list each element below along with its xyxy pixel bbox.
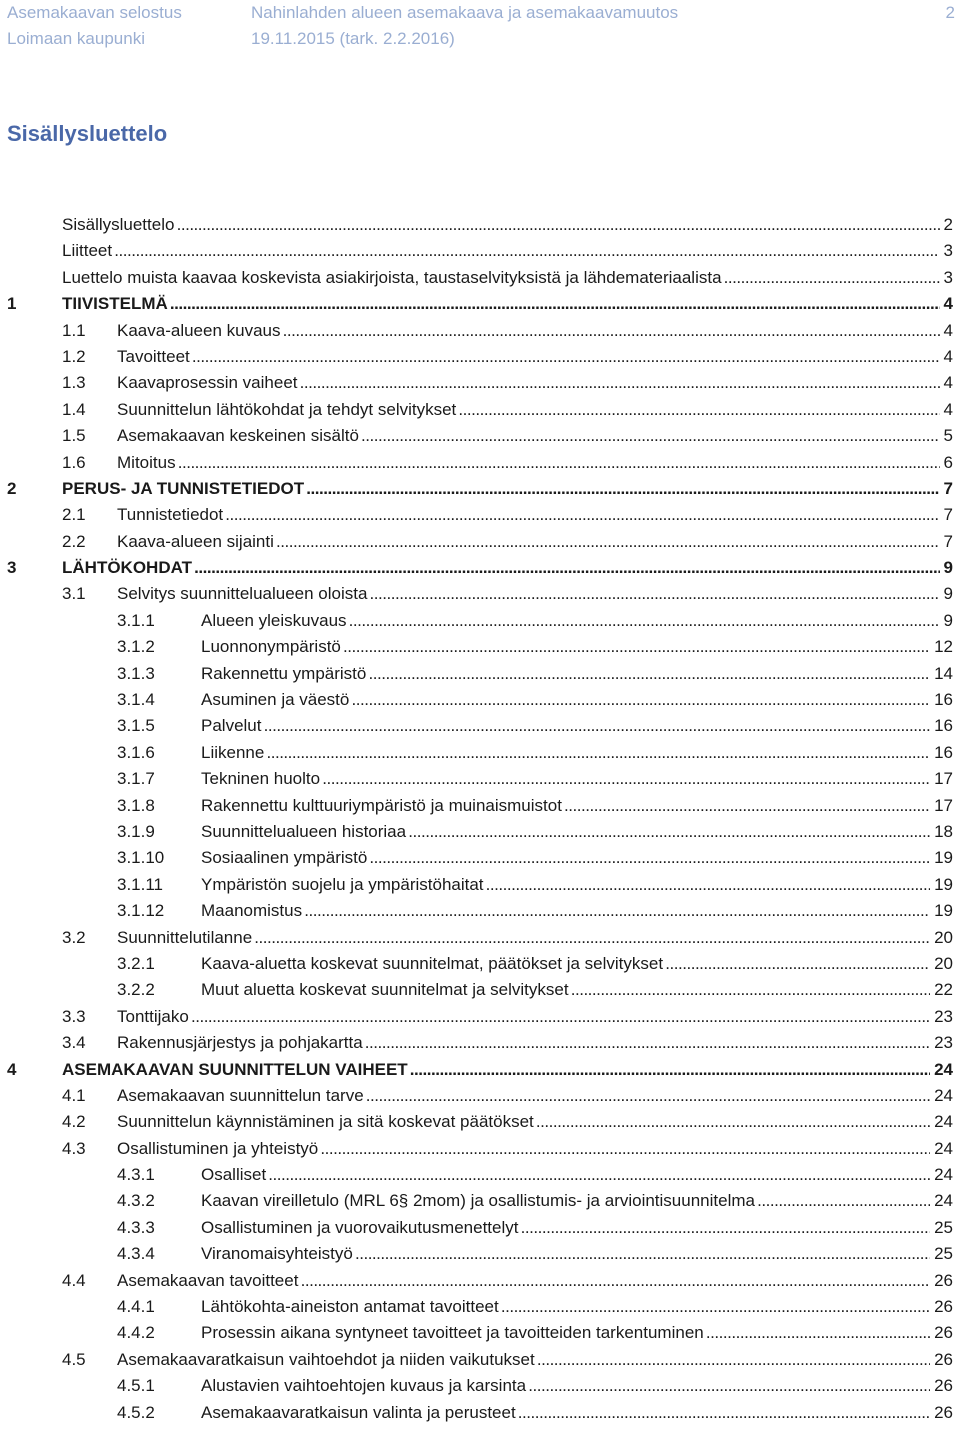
toc-entry-title: Rakennusjärjestys ja pohjakartta . . . xyxy=(7,1030,930,1056)
toc-entry[interactable] xyxy=(7,318,953,344)
toc-entry[interactable] xyxy=(7,661,953,687)
toc-entry-number: 1.2 xyxy=(62,346,86,366)
toc-entry[interactable] xyxy=(7,1294,953,1320)
toc-entry-number: 3.4 xyxy=(62,1033,86,1053)
toc-entry-title: Tunnistetiedot . . . xyxy=(7,502,940,528)
toc-entry-page: 4 xyxy=(943,346,953,366)
toc-entry[interactable] xyxy=(7,1268,953,1294)
toc-entry-title: Luettelo muista kaavaa koskevista asiakirjoista, taustaselvityksistä ja lähdemateriaalista . . . xyxy=(7,265,940,291)
toc-entry-number: 4.4.1 xyxy=(117,1297,155,1317)
toc-entry-title: Asemakaavan suunnittelun tarve . . . xyxy=(7,1083,930,1109)
toc-entry-title: Asemakaavaratkaisun valinta ja perusteet . . . xyxy=(7,1400,930,1426)
toc-entry-page: 25 xyxy=(934,1244,953,1264)
toc-entry-page: 26 xyxy=(934,1376,953,1396)
toc-entry-title: Selvitys suunnittelualueen oloista . . . xyxy=(7,581,940,607)
toc-entry[interactable] xyxy=(7,1241,953,1267)
toc-entry-number: 2 xyxy=(7,478,17,498)
toc-entry-page: 19 xyxy=(934,901,953,921)
toc-entry-page: 20 xyxy=(934,927,953,947)
toc-entry-number: 1.5 xyxy=(62,426,86,446)
document-type: Asemakaavan selostus xyxy=(7,3,182,22)
toc-entry-number: 3.2 xyxy=(62,927,86,947)
toc-entry-page: 6 xyxy=(943,452,953,472)
toc-entry[interactable] xyxy=(7,793,953,819)
toc-entry-page: 12 xyxy=(934,637,953,657)
toc-entry-page: 26 xyxy=(934,1349,953,1369)
toc-entry-number: 1.4 xyxy=(62,399,86,419)
municipality: Loimaan kaupunki xyxy=(7,29,145,48)
toc-entry-title: Kaava-aluetta koskevat suunnitelmat, päätökset ja selvitykset . . . xyxy=(7,951,930,977)
toc-entry-number: 2.1 xyxy=(62,505,86,525)
toc-entry-number: 3.1.8 xyxy=(117,795,155,815)
toc-entry-page: 22 xyxy=(934,980,953,1000)
toc-entry-number: 3.1.10 xyxy=(117,848,165,868)
toc-entry[interactable] xyxy=(7,740,953,766)
toc-entry-title: Suunnittelun lähtökohdat ja tehdyt selvitykset . . . xyxy=(7,397,940,423)
toc-entry[interactable] xyxy=(7,898,953,924)
toc-entry-page: 4 xyxy=(943,399,953,419)
toc-entry[interactable] xyxy=(7,687,953,713)
toc-entry-page: 24 xyxy=(934,1085,953,1105)
toc-entry[interactable] xyxy=(7,872,953,898)
page-number: 2 xyxy=(945,3,955,22)
toc-entry-number: 4.3.3 xyxy=(117,1217,155,1237)
toc-entry-title: Alustavien vaihtoehtojen kuvaus ja karsinta . . . xyxy=(7,1373,930,1399)
toc-entry-title: Suunnittelutilanne . . . xyxy=(7,925,930,951)
toc-entry-title: Alueen yleiskuvaus . . . xyxy=(7,608,940,634)
toc-entry-number: 4.2 xyxy=(62,1112,86,1132)
toc-entry-title: Liitteet . . . xyxy=(7,238,940,264)
toc-entry-page: 18 xyxy=(934,821,953,841)
toc-entry-number: 3.1.11 xyxy=(117,874,164,894)
toc-entry-title: Kaava-alueen kuvaus . . . xyxy=(7,318,940,344)
toc-entry[interactable] xyxy=(7,344,953,370)
toc-entry[interactable] xyxy=(7,1347,953,1373)
toc-entry-title: Osalliset . . . xyxy=(7,1162,930,1188)
toc-entry[interactable] xyxy=(7,1320,953,1346)
page-title: Sisällysluettelo xyxy=(7,121,168,146)
toc-entry-page: 25 xyxy=(934,1217,953,1237)
toc-entry-page: 7 xyxy=(943,478,953,498)
toc-entry-number: 4.4.2 xyxy=(117,1323,155,1343)
toc-entry-page: 7 xyxy=(943,531,953,551)
toc-entry-title: Tonttijako . . . xyxy=(7,1004,930,1030)
toc-entry-number: 3.1.1 xyxy=(117,610,155,630)
toc-entry-page: 7 xyxy=(943,505,953,525)
toc-entry-page: 9 xyxy=(943,584,953,604)
toc-entry-title: Muut aluetta koskevat suunnitelmat ja selvitykset . . . xyxy=(7,977,930,1003)
toc-entry[interactable] xyxy=(7,265,953,291)
toc-entry-title: Luonnonympäristö . . . xyxy=(7,634,930,660)
toc-entry-title: PERUS- JA TUNNISTETIEDOT . . . xyxy=(7,476,940,502)
toc-entry-page: 3 xyxy=(943,267,953,287)
toc-entry-page: 26 xyxy=(934,1270,953,1290)
toc-entry-page: 24 xyxy=(934,1165,953,1185)
toc-entry-number: 4.5 xyxy=(62,1349,86,1369)
toc-entry[interactable] xyxy=(7,450,953,476)
toc-entry-page: 24 xyxy=(934,1138,953,1158)
toc-entry-page: 24 xyxy=(934,1059,953,1079)
toc-entry[interactable] xyxy=(7,1162,953,1188)
document-date: 19.11.2015 (tark. 2.2.2016) xyxy=(251,29,455,48)
toc-entry-title: Suunnittelualueen historiaa . . . xyxy=(7,819,930,845)
toc-entry-number: 3.1.2 xyxy=(117,637,155,657)
toc-entry-title: Kaavaprosessin vaiheet . . . xyxy=(7,370,940,396)
toc-entry[interactable] xyxy=(7,291,953,317)
toc-entry[interactable] xyxy=(7,1004,953,1030)
toc-entry-number: 3.1 xyxy=(62,584,86,604)
toc-entry[interactable] xyxy=(7,608,953,634)
toc-entry-number: 1 xyxy=(7,294,17,314)
toc-entry[interactable] xyxy=(7,1373,953,1399)
toc-entry-title: Ympäristön suojelu ja ympäristöhaitat . . . xyxy=(7,872,930,898)
toc-entry-page: 26 xyxy=(934,1402,953,1422)
toc-entry-number: 4.3.2 xyxy=(117,1191,155,1211)
toc-entry-page: 23 xyxy=(934,1006,953,1026)
toc-entry[interactable] xyxy=(7,634,953,660)
toc-entry-number: 3.2.2 xyxy=(117,980,155,1000)
toc-entry-page: 5 xyxy=(943,426,953,446)
toc-entry-number: 3.1.5 xyxy=(117,716,155,736)
toc-entry-title: Rakennettu ympäristö . . . xyxy=(7,661,930,687)
toc-entry-title: Mitoitus . . . xyxy=(7,450,940,476)
toc-entry-page: 17 xyxy=(934,795,953,815)
toc-entry-page: 9 xyxy=(943,610,953,630)
header-row-1 xyxy=(7,0,955,26)
toc-entry[interactable] xyxy=(7,1057,953,1083)
toc-entry-title: Maanomistus . . . xyxy=(7,898,930,924)
toc-entry-number: 4.3.4 xyxy=(117,1244,155,1264)
toc-entry-page: 16 xyxy=(934,742,953,762)
toc-entry-number: 4.5.2 xyxy=(117,1402,155,1422)
toc-entry-title: Lähtökohta-aineiston antamat tavoitteet . . . xyxy=(7,1294,930,1320)
toc-entry-number: 3.1.12 xyxy=(117,901,165,921)
toc-entry-title: Sosiaalinen ympäristö . . . xyxy=(7,845,930,871)
toc-entry-number: 1.6 xyxy=(62,452,86,472)
toc-entry-number: 4.4 xyxy=(62,1270,86,1290)
toc-entry-title: ASEMAKAAVAN SUUNNITTELUN VAIHEET . . . xyxy=(7,1057,930,1083)
toc-entry[interactable] xyxy=(7,555,953,581)
toc-entry-page: 9 xyxy=(943,558,953,578)
toc-entry-page: 26 xyxy=(934,1323,953,1343)
toc-entry-title: Kaava-alueen sijainti . . . xyxy=(7,529,940,555)
toc-entry[interactable] xyxy=(7,476,953,502)
toc-entry-number: 4.5.1 xyxy=(117,1376,155,1396)
document-title: Nahinlahden alueen asemakaava ja asemakaavamuutos xyxy=(251,3,679,22)
toc-entry-page: 3 xyxy=(943,241,953,261)
toc-entry[interactable] xyxy=(7,766,953,792)
toc-entry[interactable] xyxy=(7,1109,953,1135)
toc-entry-title: Palvelut . . . xyxy=(7,713,930,739)
toc-entry-number: 3.1.6 xyxy=(117,742,155,762)
toc-entry-number: 4 xyxy=(7,1059,17,1079)
toc-entry-title: Viranomaisyhteistyö . . . xyxy=(7,1241,930,1267)
toc-entry[interactable] xyxy=(7,1188,953,1214)
toc-entry-title: Suunnittelun käynnistäminen ja sitä koskevat päätökset . . . xyxy=(7,1109,930,1135)
toc-entry-number: 3.2.1 xyxy=(117,953,155,973)
toc-entry[interactable] xyxy=(7,581,953,607)
toc-entry-title: Kaavan vireilletulo (MRL 6§ 2mom) ja osallistumis- ja arviointisuunnitelma . . . xyxy=(7,1188,930,1214)
toc-entry-title: Asemakaavan tavoitteet . . . xyxy=(7,1268,930,1294)
toc-entry-title: TIIVISTELMÄ . . . xyxy=(7,291,940,317)
toc-entry-page: 14 xyxy=(934,663,953,683)
toc-entry-page: 4 xyxy=(943,320,953,340)
toc-entry[interactable] xyxy=(7,977,953,1003)
toc-entry-title: LÄHTÖKOHDAT . . . xyxy=(7,555,940,581)
toc-entry-page: 23 xyxy=(934,1033,953,1053)
toc-entry-title: Prosessin aikana syntyneet tavoitteet ja tavoitteiden tarkentuminen . . . xyxy=(7,1320,930,1346)
toc-entry[interactable] xyxy=(7,1400,953,1426)
toc-entry[interactable] xyxy=(7,212,953,238)
toc-entry[interactable] xyxy=(7,713,953,739)
toc-entry-title: Osallistuminen ja yhteistyö . . . xyxy=(7,1136,930,1162)
toc-entry-number: 3.1.4 xyxy=(117,690,155,710)
toc-entry-page: 26 xyxy=(934,1297,953,1317)
toc-entry[interactable] xyxy=(7,951,953,977)
toc-entry[interactable] xyxy=(7,397,953,423)
toc-entry-page: 17 xyxy=(934,769,953,789)
toc-entry-number: 3.1.7 xyxy=(117,769,155,789)
toc-entry-title: Tekninen huolto . . . xyxy=(7,766,930,792)
toc-entry-title: Osallistuminen ja vuorovaikutusmenettelyt . . . xyxy=(7,1215,930,1241)
toc-entry-number: 4.3.1 xyxy=(117,1165,155,1185)
toc-entry-number: 4.1 xyxy=(62,1085,86,1105)
toc-entry-page: 19 xyxy=(934,874,953,894)
toc-entry-page: 16 xyxy=(934,716,953,736)
toc-entry-number: 2.2 xyxy=(62,531,86,551)
toc-entry-number: 4.3 xyxy=(62,1138,86,1158)
toc-entry-page: 24 xyxy=(934,1191,953,1211)
toc-entry-page: 19 xyxy=(934,848,953,868)
toc-entry-number: 3.3 xyxy=(62,1006,86,1026)
header-row-2 xyxy=(7,26,955,52)
toc-entry[interactable] xyxy=(7,238,953,264)
toc-entry-title: Sisällysluettelo . . . xyxy=(7,212,940,238)
toc-entry-title: Asemakaavan keskeinen sisältö . . . xyxy=(7,423,940,449)
toc-entry-page: 16 xyxy=(934,690,953,710)
toc-entry-title: Asuminen ja väestö . . . xyxy=(7,687,930,713)
toc-entry[interactable] xyxy=(7,1083,953,1109)
toc-entry[interactable] xyxy=(7,845,953,871)
toc-entry[interactable] xyxy=(7,1215,953,1241)
toc-entry-page: 2 xyxy=(943,215,953,234)
toc-entry[interactable] xyxy=(7,1136,953,1162)
toc-entry[interactable] xyxy=(7,370,953,396)
toc-entry-number: 3.1.3 xyxy=(117,663,155,683)
toc-entry[interactable] xyxy=(7,423,953,449)
toc-entry-title: Tavoitteet . . . xyxy=(7,344,940,370)
toc-entry[interactable] xyxy=(7,819,953,845)
toc-entry-title: Asemakaavaratkaisun vaihtoehdot ja niiden vaikutukset . . . xyxy=(7,1347,930,1373)
toc-entry-number: 1.1 xyxy=(62,320,86,340)
table-of-contents xyxy=(7,212,953,1426)
toc-entry[interactable] xyxy=(7,925,953,951)
toc-entry-number: 3 xyxy=(7,558,17,578)
toc-entry[interactable] xyxy=(7,502,953,528)
toc-entry[interactable] xyxy=(7,1030,953,1056)
toc-entry-page: 20 xyxy=(934,953,953,973)
toc-entry-number: 1.3 xyxy=(62,373,86,393)
toc-entry-title: Rakennettu kulttuuriympäristö ja muinaismuistot . . . xyxy=(7,793,930,819)
toc-entry-page: 4 xyxy=(943,373,953,393)
page-header xyxy=(7,0,955,52)
toc-entry[interactable] xyxy=(7,529,953,555)
toc-entry-page: 24 xyxy=(934,1112,953,1132)
toc-entry-page: 4 xyxy=(943,294,953,314)
toc-entry-number: 3.1.9 xyxy=(117,821,155,841)
toc-entry-title: Liikenne . . . xyxy=(7,740,930,766)
